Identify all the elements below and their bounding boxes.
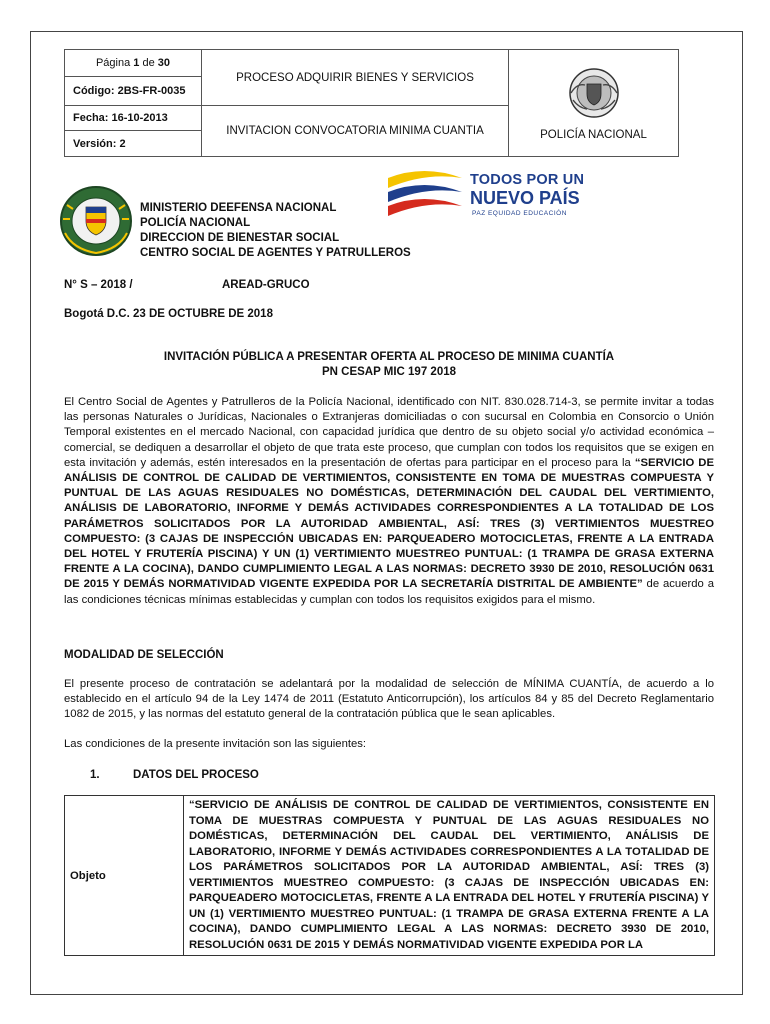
gov-logo-line2: NUEVO PAÍS [470, 188, 580, 208]
objeto-label: Objeto [65, 796, 184, 956]
document-title [64, 350, 714, 380]
page-number: 1 [133, 57, 140, 69]
date-cell [65, 106, 202, 131]
letterhead-police: POLICÍA NACIONAL [140, 217, 251, 229]
page-prefix: Página [95, 57, 131, 69]
header-logo-cell [509, 50, 679, 157]
section-heading: DATOS DEL PROCESO [133, 769, 259, 781]
gov-logo-line1: TODOS POR UN [470, 172, 585, 188]
title-line-1: INVITACIÓN PÚBLICA A PRESENTAR OFERTA AL PROCESO DE MINIMA CUANTÍA [163, 351, 615, 363]
modalidad-paragraph: El presente proceso de contratación se adelantará por la modalidad de selección de MÍNIMA CUANTÍA, de acuerdo a lo establecido en el artículo 94 de la Ley 1474 de 2011 (Estatuto Anticorrupción), los artículos 84 y 85 del Decreto Reglamentario 1082 de 2015, y las normas del estatuto general de la contratación pública que le sean aplicables. [64, 678, 714, 721]
document-code: Código: 2BS-FR-0035 [73, 85, 186, 97]
table-row [65, 796, 715, 956]
objeto-text: “SERVICIO DE ANÁLISIS DE CONTROL DE CALIDAD DE VERTIMIENTOS, CONSISTENTE EN TOMA DE MUESTRAS COMPUESTA Y PUNTUAL DE LAS AGUAS RESIDUALES NO DOMÉSTICAS, DETERMINACIÓN DEL CAUDAL DEL VERTIMIENTO, ANÁLISIS DE LABORATORIO, INFORME Y DEMÁS ACTIVIDADES CORRESPONDIENTES A LA TOTALIDAD DE LOS PARÁMETROS SOLICITADOS POR LA AUTORIDAD AMBIENTAL, ASÍ: TRES (3) VERTIMIENTOS MUESTREO COMPUESTO: (3 CAJAS DE INSPECCIÓN UBICADAS EN: PARQUEADERO MOTOCICLETAS, FRENTE A LA ENTRADA DEL HOTEL Y FRUTERÍA PISCINA) Y UN (1) VERTIMIENTO MUESTREO PUNTUAL: (1 TRAMPA DE GRASA EXTERNA FRENTE A LA COCINA), DANDO CUMPLIMIENTO LEGAL A LAS NORMAS: DECRETO 3930 DE 2010, RESOLUCIÓN 0631 DE 2015 Y DEMÁS NORMATIVIDAD VIGENTE EXPEDIDA POR LA [184, 796, 715, 956]
reference-number: N° S – 2018 / [64, 279, 133, 291]
intro-paragraph [64, 395, 714, 608]
document-header-table [64, 49, 679, 157]
gov-swoosh-icon [384, 168, 466, 220]
government-logo [384, 168, 589, 224]
document-version: Versión: 2 [73, 137, 126, 150]
document-date: Fecha: 16-10-2013 [73, 112, 168, 124]
version-cell [65, 131, 202, 157]
process-data-table [64, 795, 715, 956]
police-seal-icon [55, 183, 137, 259]
letterhead-center: CENTRO SOCIAL DE AGENTES Y PATRULLEROS [140, 247, 411, 259]
process-name: PROCESO ADQUIRIR BIENES Y SERVICIOS [202, 50, 509, 106]
gov-logo-line3: PAZ EQUIDAD EDUCACIÓN [472, 210, 567, 217]
invitation-type: INVITACION CONVOCATORIA MINIMA CUANTIA [202, 106, 509, 157]
code-cell [65, 77, 202, 106]
page-indicator [65, 50, 202, 77]
letterhead-ministry: MINISTERIO DEEFENSA NACIONAL [140, 202, 337, 214]
intro-closing: de acuerdo a las condiciones técnicas mínimas establecidas y cumplan con todos los requisitos exigidos para el mismo. [64, 578, 715, 606]
police-emblem-icon [567, 66, 621, 120]
institution-name: POLICÍA NACIONAL [540, 129, 647, 141]
title-line-2: PN CESAP MIC 197 2018 [321, 366, 457, 378]
reference-office: AREAD-GRUCO [222, 279, 310, 291]
page-total: 30 [157, 57, 171, 69]
date-line: Bogotá D.C. 23 DE OCTUBRE DE 2018 [64, 308, 273, 320]
intro-text: El Centro Social de Agentes y Patrulleros de la Policía Nacional, identificado con NIT. 830.028.714-3, se permite invitar a todas las personas Naturales o Jurídicas, Nacionales o Extranjeras domiciliadas o con sucursal en Colombia en Consorcio o Unión Temporal existentes en el mercado Nacional, con capacidad jurídica que dentro de su objeto social y/o actividad económica – comercial, se dediquen a desarrollar el objeto de que trata este proceso, que cumplan con todos los requisitos que se exigen en esta invitación y además, estén interesados en la presentación de ofertas para participar en el proceso para la [64, 396, 714, 469]
conditions-intro: Las condiciones de la presente invitación son las siguientes: [64, 738, 367, 750]
intro-service-object: “SERVICIO DE ANÁLISIS DE CONTROL DE CALIDAD DE VERTIMIENTOS, CONSISTENTE EN TOMA DE MUESTRAS COMPUESTA Y PUNTUAL DE LAS AGUAS RESIDUALES NO DOMÉSTICAS, DETERMINACIÓN DEL CAUDAL DEL VERTIMIENTO, ANÁLISIS DE LABORATORIO, INFORME Y DEMÁS ACTIVIDADES CORRESPONDIENTES A LA TOTALIDAD DE LOS PARÁMETROS SOLICITADOS POR LA AUTORIDAD AMBIENTAL, ASÍ: TRES (3) VERTIMIENTOS MUESTREO COMPUESTO: (3 CAJAS DE INSPECCIÓN UBICADAS EN: PARQUEADERO MOTOCICLETAS, FRENTE A LA ENTRADA DEL HOTEL Y FRUTERÍA PISCINA) Y UN (1) VERTIMIENTO MUESTREO PUNTUAL: (1 TRAMPA DE GRASA EXTERNA FRENTE A LA COCINA), DANDO CUMPLIMIENTO LEGAL A LAS NORMAS: DECRETO 3930 DE 2010, RESOLUCIÓN 0631 DE 2015 Y DEMÁS NORMATIVIDAD VIGENTE EXPEDIDA POR LA SECRETARÍA DISTRITAL DE AMBIENTE” [64, 456, 714, 591]
section-number: 1. [90, 769, 100, 781]
page-of: de [142, 57, 155, 69]
letterhead-direction: DIRECCION DE BIENESTAR SOCIAL [140, 232, 340, 244]
modalidad-heading: MODALIDAD DE SELECCIÓN [64, 649, 224, 661]
